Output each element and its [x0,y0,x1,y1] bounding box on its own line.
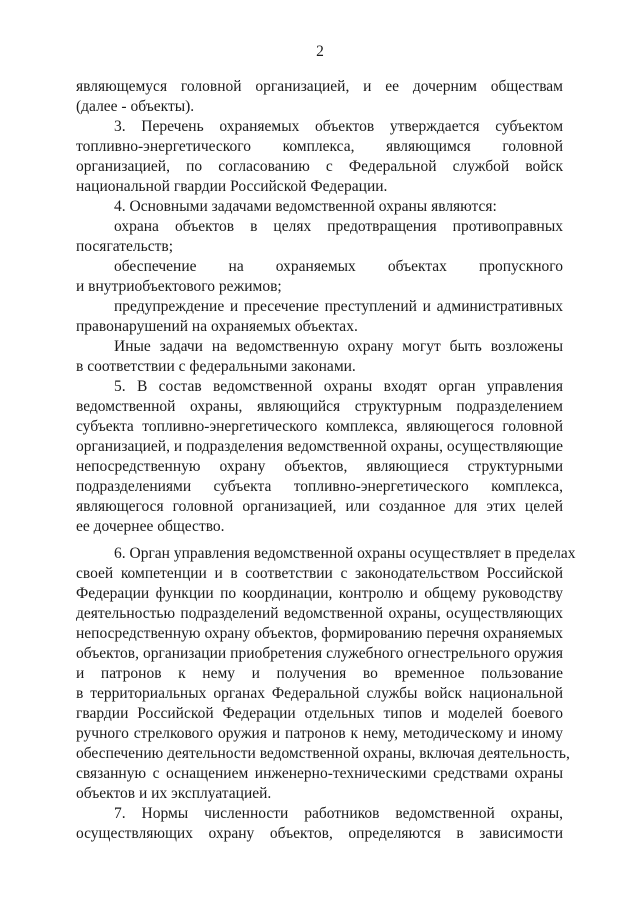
page-number: 2 [316,43,324,60]
text-line: 6. Орган управления ведомственной охраны осуществляет в пределах [114,545,576,562]
text-line: 4. Основными задачами ведомственной охраны являются: [114,198,497,215]
text-line: непосредственную охрану объектов, являющиеся структурными [76,458,563,475]
text-line: в территориальных органах Федеральной службы войск национальной [76,685,563,702]
text-line: организацией, и подразделения ведомственной охраны, осуществляющие [76,438,563,455]
text-line: топливно-энергетического комплекса, являющимся головной [76,138,563,155]
text-line: непосредственную охрану объектов, формированию перечня охраняемых [76,625,563,642]
text-line: деятельностью подразделений ведомственной охраны, осуществляющих [76,605,563,622]
text-line: являющемуся головной организацией, и ее дочерним обществам [76,78,563,95]
text-line: объектов, организации приобретения служебного огнестрельного оружия [76,645,563,662]
text-line: гвардии Российской Федерации отдельных типов и моделей боевого [76,705,563,722]
text-line: своей компетенции и в соответствии с законодательством Российской [76,565,563,582]
text-line: национальной гвардии Российской Федерации. [76,178,388,195]
text-line: подразделениями субъекта топливно-энергетического комплекса, [76,478,563,495]
text-line: 5. В состав ведомственной охраны входят орган управления [114,378,563,395]
text-line: являющегося головной организацией, или созданное для этих целей [76,498,563,515]
text-line: связанную с оснащением инженерно-техническими средствами охраны [76,765,563,782]
text-line: обеспечению деятельности ведомственной охраны, включая деятельность, [76,745,570,762]
text-line: 3. Перечень охраняемых объектов утверждается субъектом [114,118,563,135]
text-line: 7. Нормы численности работников ведомственной охраны, [114,805,563,822]
text-line: (далее - объекты). [76,98,195,115]
text-line: осуществляющих охрану объектов, определяются в зависимости [76,825,563,842]
paragraph-gap [76,537,563,544]
document-body [76,77,576,844]
text-line: Иные задачи на ведомственную охрану могут быть возложены [114,338,563,355]
text-line: и внутриобъектового режимов; [76,278,282,295]
text-line: в соответствии с федеральными законами. [76,358,356,375]
text-line: субъекта топливно-энергетического комплекса, являющегося головной [76,418,563,435]
text-line: ручного стрелкового оружия и патронов к нему, методическому и иному [76,725,563,742]
text-line: объектов и их эксплуатацией. [76,785,272,802]
text-line: организацией, по согласованию с Федеральной службой войск [76,158,563,175]
text-line: ее дочернее общество. [76,518,225,535]
text-line: посягательств; [76,238,174,255]
text-line: Федерации функции по координации, контролю и общему руководству [76,585,563,602]
text-line: правонарушений на охраняемых объектах. [76,318,358,335]
text-line: охрана объектов в целях предотвращения противоправных [114,218,563,235]
text-line: и патронов к нему и получения во временное пользование [76,665,563,682]
text-line: обеспечение на охраняемых объектах пропускного [114,258,563,275]
text-line: предупреждение и пресечение преступлений и административных [114,298,563,315]
text-line: ведомственной охраны, являющийся структурным подразделением [76,398,563,415]
